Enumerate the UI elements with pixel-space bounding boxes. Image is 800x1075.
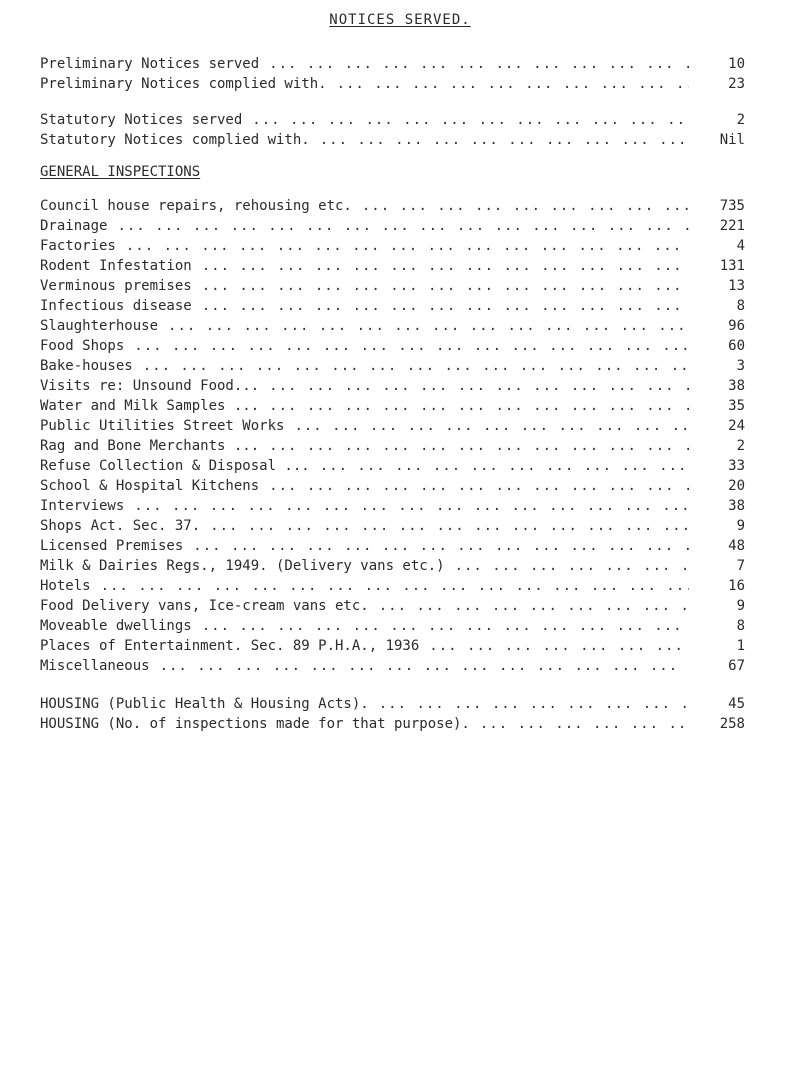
row-value: 131 — [719, 258, 745, 274]
leader-dots — [168, 318, 689, 334]
row-value: 1 — [736, 638, 745, 654]
notice-row — [40, 56, 745, 76]
row-value: 258 — [719, 716, 745, 732]
leader-dots — [134, 498, 689, 514]
leader-dots — [210, 518, 689, 534]
leader-dots — [202, 298, 689, 314]
inspection-row — [40, 358, 745, 378]
leader-dots — [202, 618, 689, 634]
row-value: 13 — [728, 278, 745, 294]
inspection-row — [40, 658, 745, 678]
row-value: Nil — [719, 132, 745, 148]
inspection-row — [40, 198, 745, 218]
row-value: 45 — [728, 696, 745, 712]
leader-dots — [126, 238, 689, 254]
row-label: Food Delivery vans, Ice-cream vans etc. — [40, 598, 369, 614]
row-label: Food Shops — [40, 338, 125, 354]
row-label: Refuse Collection & Disposal ... — [40, 458, 310, 474]
row-value: 33 — [728, 458, 745, 474]
inspection-row — [40, 258, 745, 278]
inspection-row — [40, 438, 745, 458]
row-label: Verminous premises — [40, 278, 192, 294]
leader-dots — [379, 696, 689, 712]
row-label: Water and Milk Samples ... — [40, 398, 260, 414]
row-value: 3 — [736, 358, 745, 374]
row-label: Statutory Notices complied with. — [40, 132, 310, 148]
row-label: Statutory Notices served — [40, 112, 243, 128]
row-label: Rag and Bone Merchants ... — [40, 438, 260, 454]
row-value: 9 — [736, 518, 745, 534]
leader-dots — [320, 458, 689, 474]
inspection-row — [40, 378, 745, 398]
row-value: 24 — [728, 418, 745, 434]
notice-row — [40, 76, 745, 96]
leader-dots — [134, 338, 689, 354]
row-value: 7 — [736, 558, 745, 574]
row-value: 2 — [736, 112, 745, 128]
row-value: 10 — [728, 56, 745, 72]
inspection-row — [40, 318, 745, 338]
inspection-row — [40, 338, 745, 358]
row-value: 48 — [728, 538, 745, 554]
leader-dots — [455, 558, 689, 574]
row-label: Bake-houses — [40, 358, 133, 374]
row-value: 60 — [728, 338, 745, 354]
inspection-row — [40, 598, 745, 618]
inspection-row — [40, 538, 745, 558]
row-value: 4 — [736, 238, 745, 254]
inspection-row — [40, 578, 745, 598]
leader-dots — [429, 638, 689, 654]
leader-dots — [160, 658, 689, 674]
leader-dots — [379, 598, 689, 614]
row-label: Interviews — [40, 498, 125, 514]
housing-row — [40, 696, 745, 716]
inspection-row — [40, 478, 745, 498]
row-label: Infectious disease — [40, 298, 192, 314]
inspection-row — [40, 298, 745, 318]
leader-dots — [269, 56, 689, 72]
leader-dots — [362, 198, 689, 214]
row-value: 38 — [728, 378, 745, 394]
leader-dots — [337, 76, 689, 92]
inspection-row — [40, 518, 745, 538]
housing-row — [40, 716, 745, 736]
inspection-row — [40, 458, 745, 478]
row-label: Rodent Infestation — [40, 258, 192, 274]
leader-dots — [193, 538, 689, 554]
row-value: 9 — [736, 598, 745, 614]
row-value: 35 — [728, 398, 745, 414]
leader-dots — [117, 218, 689, 234]
page-title: NOTICES SERVED. — [329, 12, 471, 28]
row-label: Slaughterhouse — [40, 318, 159, 334]
row-label: School & Hospital Kitchens — [40, 478, 260, 494]
inspection-row — [40, 558, 745, 578]
row-label: Licensed Premises — [40, 538, 184, 554]
row-label: Preliminary Notices complied with. — [40, 76, 327, 92]
row-label: Places of Entertainment. Sec. 89 P.H.A., 1936 — [40, 638, 420, 654]
leader-dots — [252, 112, 689, 128]
leader-dots — [320, 132, 689, 148]
section-heading-general-inspections: GENERAL INSPECTIONS — [40, 164, 201, 180]
row-label: Drainage — [40, 218, 108, 234]
leader-dots — [269, 378, 689, 394]
notice-row — [40, 112, 745, 132]
leader-dots — [480, 716, 689, 732]
notice-row — [40, 132, 745, 152]
inspection-row — [40, 498, 745, 518]
row-value: 8 — [736, 298, 745, 314]
inspection-row — [40, 238, 745, 258]
row-label: Council house repairs, rehousing etc. — [40, 198, 352, 214]
row-label: Shops Act. Sec. 37. — [40, 518, 201, 534]
row-label: Preliminary Notices served — [40, 56, 260, 72]
row-label: Visits re: Unsound Food... — [40, 378, 260, 394]
row-label: Factories — [40, 238, 116, 254]
inspection-row — [40, 418, 745, 438]
inspection-row — [40, 218, 745, 238]
row-value: 735 — [719, 198, 745, 214]
inspection-row — [40, 618, 745, 638]
row-label: HOUSING (No. of inspections made for that purpose). — [40, 716, 470, 732]
row-label: HOUSING (Public Health & Housing Acts). — [40, 696, 369, 712]
row-label: Moveable dwellings — [40, 618, 192, 634]
row-value: 221 — [719, 218, 745, 234]
inspection-row — [40, 398, 745, 418]
leader-dots — [269, 478, 689, 494]
leader-dots — [269, 398, 689, 414]
row-value: 2 — [736, 438, 745, 454]
row-label: Milk & Dairies Regs., 1949. (Delivery vans etc.) — [40, 558, 445, 574]
row-value: 67 — [728, 658, 745, 674]
row-value: 38 — [728, 498, 745, 514]
leader-dots — [202, 278, 689, 294]
leader-dots — [101, 578, 689, 594]
leader-dots — [202, 258, 689, 274]
leader-dots — [269, 438, 689, 454]
leader-dots — [143, 358, 689, 374]
inspection-row — [40, 638, 745, 658]
row-value: 16 — [728, 578, 745, 594]
leader-dots — [294, 418, 689, 434]
row-value: 23 — [728, 76, 745, 92]
row-label: Public Utilities Street Works — [40, 418, 285, 434]
row-value: 8 — [736, 618, 745, 634]
inspection-row — [40, 278, 745, 298]
row-value: 20 — [728, 478, 745, 494]
row-label: Hotels — [40, 578, 91, 594]
row-value: 96 — [728, 318, 745, 334]
row-label: Miscellaneous — [40, 658, 150, 674]
